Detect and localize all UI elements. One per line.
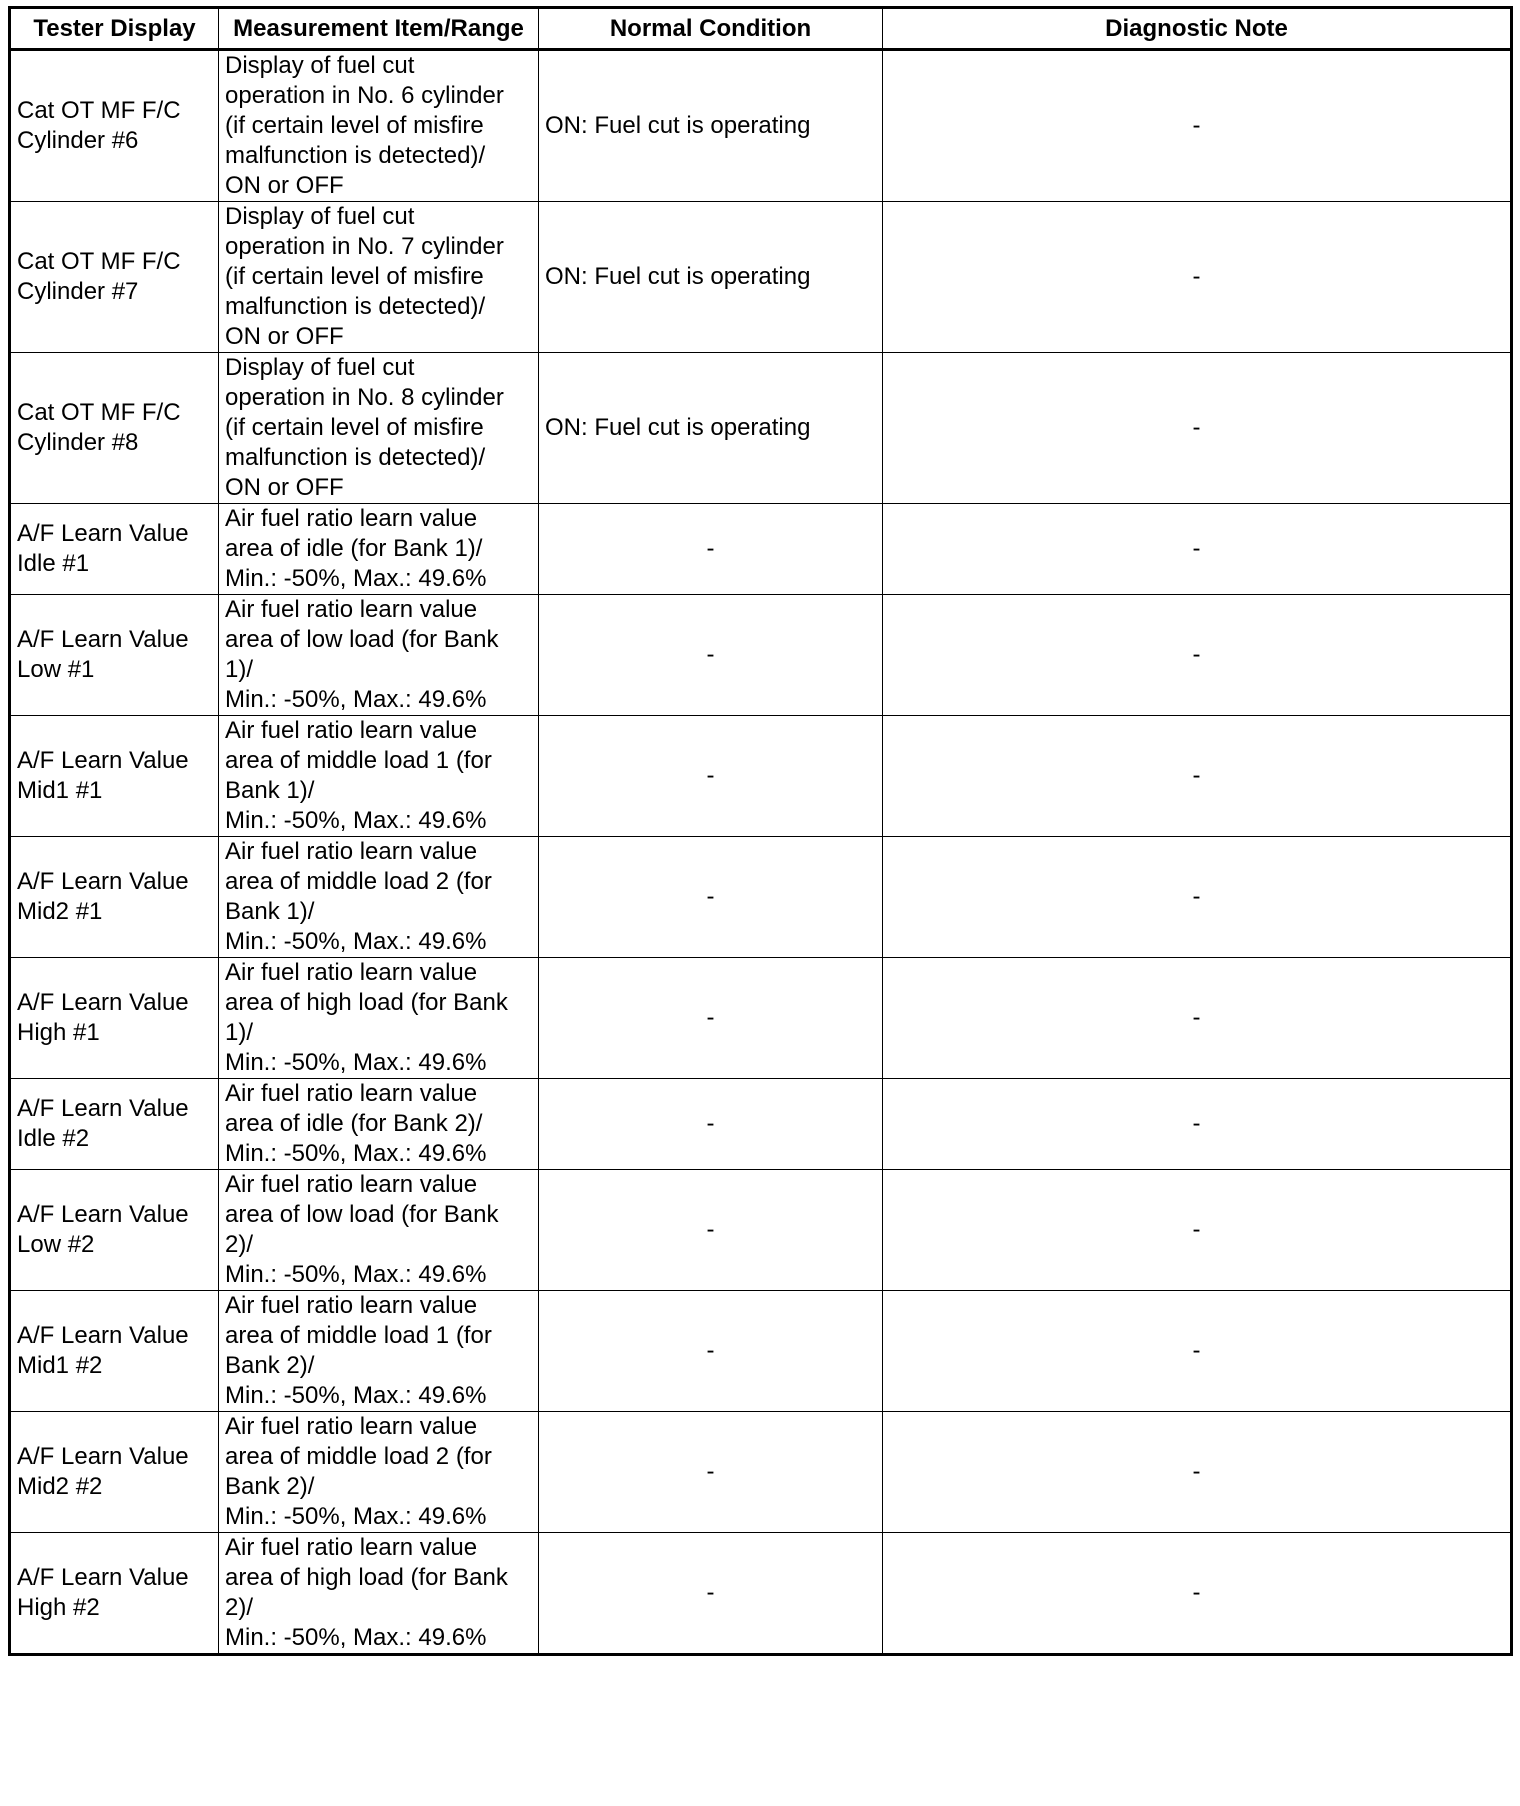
measurement-line: Bank 1)/ bbox=[225, 898, 315, 925]
measurement-line: ON or OFF bbox=[225, 323, 344, 350]
measurement-item-cell bbox=[219, 837, 539, 958]
table-row bbox=[10, 1170, 1512, 1291]
measurement-line: area of high load (for Bank bbox=[225, 989, 508, 1016]
measurement-item-cell bbox=[219, 504, 539, 595]
tester-display-line: A/F Learn Value bbox=[17, 1095, 189, 1122]
measurement-line: Air fuel ratio learn value bbox=[225, 596, 478, 623]
table-row bbox=[10, 353, 1512, 504]
measurement-line: Min.: -50%, Max.: 49.6% bbox=[225, 565, 487, 592]
measurement-line: operation in No. 6 cylinder bbox=[225, 82, 504, 109]
measurement-line: Min.: -50%, Max.: 49.6% bbox=[225, 1382, 487, 1409]
normal-condition-cell: - bbox=[539, 837, 883, 958]
tester-display-line: A/F Learn Value bbox=[17, 1564, 189, 1591]
measurement-line: Air fuel ratio learn value bbox=[225, 1292, 478, 1319]
normal-condition-cell: ON: Fuel cut is operating bbox=[539, 202, 883, 353]
tester-display-line: Cat OT MF F/C bbox=[17, 248, 181, 275]
normal-condition-cell: ON: Fuel cut is operating bbox=[539, 50, 883, 202]
tester-display-cell bbox=[10, 837, 219, 958]
measurement-item-cell bbox=[219, 1412, 539, 1533]
table-row bbox=[10, 1291, 1512, 1412]
tester-display-cell bbox=[10, 1291, 219, 1412]
measurement-line: 1)/ bbox=[225, 656, 254, 683]
measurement-line: operation in No. 7 cylinder bbox=[225, 233, 504, 260]
measurement-item-cell bbox=[219, 1079, 539, 1170]
measurement-line: area of middle load 2 (for bbox=[225, 868, 492, 895]
tester-display-line: A/F Learn Value bbox=[17, 747, 189, 774]
diagnostic-note-cell: - bbox=[883, 1412, 1512, 1533]
table-row bbox=[10, 202, 1512, 353]
table-row bbox=[10, 958, 1512, 1079]
tester-display-cell bbox=[10, 353, 219, 504]
normal-condition-cell: - bbox=[539, 716, 883, 837]
measurement-line: malfunction is detected)/ bbox=[225, 142, 486, 169]
measurement-line: Min.: -50%, Max.: 49.6% bbox=[225, 686, 487, 713]
tester-display-line: Mid2 #2 bbox=[17, 1473, 103, 1500]
tester-display-line: A/F Learn Value bbox=[17, 989, 189, 1016]
header-normal-condition: Normal Condition bbox=[539, 8, 883, 50]
tester-display-line: A/F Learn Value bbox=[17, 1201, 189, 1228]
measurement-line: Bank 2)/ bbox=[225, 1473, 315, 1500]
measurement-line: Bank 1)/ bbox=[225, 777, 315, 804]
table-row bbox=[10, 595, 1512, 716]
header-measurement-item-range: Measurement Item/Range bbox=[219, 8, 539, 50]
measurement-line: area of middle load 2 (for bbox=[225, 1443, 492, 1470]
measurement-line: area of middle load 1 (for bbox=[225, 1322, 492, 1349]
tester-display-line: Mid1 #1 bbox=[17, 777, 103, 804]
measurement-line: 2)/ bbox=[225, 1231, 254, 1258]
tester-display-line: A/F Learn Value bbox=[17, 1443, 189, 1470]
table-row bbox=[10, 716, 1512, 837]
measurement-item-cell bbox=[219, 595, 539, 716]
normal-condition-cell: - bbox=[539, 1412, 883, 1533]
measurement-line: Air fuel ratio learn value bbox=[225, 505, 478, 532]
table-row bbox=[10, 1412, 1512, 1533]
normal-condition-cell: - bbox=[539, 1533, 883, 1655]
measurement-line: area of idle (for Bank 2)/ bbox=[225, 1110, 483, 1137]
normal-condition-cell: - bbox=[539, 504, 883, 595]
measurement-line: Min.: -50%, Max.: 49.6% bbox=[225, 1624, 487, 1651]
measurement-item-cell bbox=[219, 716, 539, 837]
tester-display-line: A/F Learn Value bbox=[17, 868, 189, 895]
measurement-line: 2)/ bbox=[225, 1594, 254, 1621]
measurement-line: Air fuel ratio learn value bbox=[225, 1080, 478, 1107]
measurement-line: ON or OFF bbox=[225, 172, 344, 199]
diagnostic-note-cell: - bbox=[883, 1079, 1512, 1170]
measurement-line: Air fuel ratio learn value bbox=[225, 717, 478, 744]
tester-display-line: Cat OT MF F/C bbox=[17, 97, 181, 124]
tester-display-line: High #1 bbox=[17, 1019, 100, 1046]
measurement-item-cell bbox=[219, 353, 539, 504]
measurement-line: operation in No. 8 cylinder bbox=[225, 384, 504, 411]
tester-display-line: High #2 bbox=[17, 1594, 100, 1621]
tester-display-line: Idle #2 bbox=[17, 1125, 90, 1152]
tester-display-line: Cylinder #6 bbox=[17, 127, 139, 154]
tester-display-cell bbox=[10, 1170, 219, 1291]
table-body bbox=[10, 50, 1512, 1655]
measurement-line: malfunction is detected)/ bbox=[225, 444, 486, 471]
measurement-line: 1)/ bbox=[225, 1019, 254, 1046]
measurement-line: (if certain level of misfire bbox=[225, 112, 484, 139]
measurement-line: Air fuel ratio learn value bbox=[225, 1413, 478, 1440]
measurement-line: Air fuel ratio learn value bbox=[225, 838, 478, 865]
measurement-item-cell bbox=[219, 202, 539, 353]
normal-condition-cell: ON: Fuel cut is operating bbox=[539, 353, 883, 504]
measurement-line: Air fuel ratio learn value bbox=[225, 1534, 478, 1561]
diagnostic-note-cell: - bbox=[883, 353, 1512, 504]
measurement-line: ON or OFF bbox=[225, 474, 344, 501]
measurement-line: area of low load (for Bank bbox=[225, 1201, 499, 1228]
measurement-line: Display of fuel cut bbox=[225, 203, 415, 230]
tester-display-line: A/F Learn Value bbox=[17, 520, 189, 547]
measurement-line: Min.: -50%, Max.: 49.6% bbox=[225, 1140, 487, 1167]
normal-condition-cell: - bbox=[539, 1079, 883, 1170]
measurement-line: malfunction is detected)/ bbox=[225, 293, 486, 320]
normal-condition-cell: - bbox=[539, 1291, 883, 1412]
diagnostic-note-cell: - bbox=[883, 504, 1512, 595]
measurement-line: Air fuel ratio learn value bbox=[225, 1171, 478, 1198]
data-list-table bbox=[8, 6, 1513, 1656]
measurement-item-cell bbox=[219, 1170, 539, 1291]
table-row bbox=[10, 1533, 1512, 1655]
tester-display-line: A/F Learn Value bbox=[17, 1322, 189, 1349]
measurement-line: Min.: -50%, Max.: 49.6% bbox=[225, 1261, 487, 1288]
tester-display-line: A/F Learn Value bbox=[17, 626, 189, 653]
tester-display-cell bbox=[10, 716, 219, 837]
tester-display-cell bbox=[10, 958, 219, 1079]
measurement-line: Air fuel ratio learn value bbox=[225, 959, 478, 986]
tester-display-cell bbox=[10, 1412, 219, 1533]
normal-condition-cell: - bbox=[539, 958, 883, 1079]
diagnostic-note-cell: - bbox=[883, 50, 1512, 202]
table-row bbox=[10, 504, 1512, 595]
tester-display-line: Mid1 #2 bbox=[17, 1352, 103, 1379]
tester-display-line: Idle #1 bbox=[17, 550, 90, 577]
diagnostic-note-cell: - bbox=[883, 716, 1512, 837]
tester-display-cell bbox=[10, 1533, 219, 1655]
tester-display-cell bbox=[10, 595, 219, 716]
tester-display-cell bbox=[10, 50, 219, 202]
header-diagnostic-note: Diagnostic Note bbox=[883, 8, 1512, 50]
measurement-line: Display of fuel cut bbox=[225, 52, 415, 79]
diagnostic-note-cell: - bbox=[883, 1170, 1512, 1291]
table-row bbox=[10, 50, 1512, 202]
measurement-item-cell bbox=[219, 1533, 539, 1655]
normal-condition-cell: - bbox=[539, 595, 883, 716]
measurement-line: (if certain level of misfire bbox=[225, 414, 484, 441]
header-tester-display: Tester Display bbox=[10, 8, 219, 50]
tester-display-line: Cylinder #7 bbox=[17, 278, 139, 305]
table-row bbox=[10, 1079, 1512, 1170]
measurement-item-cell bbox=[219, 1291, 539, 1412]
measurement-line: area of low load (for Bank bbox=[225, 626, 499, 653]
diagnostic-note-cell: - bbox=[883, 202, 1512, 353]
diagnostic-note-cell: - bbox=[883, 595, 1512, 716]
measurement-line: area of idle (for Bank 1)/ bbox=[225, 535, 483, 562]
measurement-item-cell bbox=[219, 958, 539, 1079]
diagnostic-note-cell: - bbox=[883, 837, 1512, 958]
tester-display-cell bbox=[10, 1079, 219, 1170]
measurement-line: area of high load (for Bank bbox=[225, 1564, 508, 1591]
measurement-item-cell bbox=[219, 50, 539, 202]
tester-display-line: Cylinder #8 bbox=[17, 429, 139, 456]
tester-display-line: Mid2 #1 bbox=[17, 898, 103, 925]
measurement-line: Min.: -50%, Max.: 49.6% bbox=[225, 1049, 487, 1076]
diagnostic-note-cell: - bbox=[883, 1533, 1512, 1655]
measurement-line: Min.: -50%, Max.: 49.6% bbox=[225, 1503, 487, 1530]
measurement-line: area of middle load 1 (for bbox=[225, 747, 492, 774]
measurement-line: Min.: -50%, Max.: 49.6% bbox=[225, 928, 487, 955]
table-header-row bbox=[10, 8, 1512, 50]
tester-display-line: Low #1 bbox=[17, 656, 95, 683]
diagnostic-note-cell: - bbox=[883, 1291, 1512, 1412]
measurement-line: Min.: -50%, Max.: 49.6% bbox=[225, 807, 487, 834]
measurement-line: Display of fuel cut bbox=[225, 354, 415, 381]
tester-display-cell bbox=[10, 202, 219, 353]
table-row bbox=[10, 837, 1512, 958]
tester-display-line: Cat OT MF F/C bbox=[17, 399, 181, 426]
diagnostic-note-cell: - bbox=[883, 958, 1512, 1079]
normal-condition-cell: - bbox=[539, 1170, 883, 1291]
measurement-line: Bank 2)/ bbox=[225, 1352, 315, 1379]
measurement-line: (if certain level of misfire bbox=[225, 263, 484, 290]
tester-display-cell bbox=[10, 504, 219, 595]
tester-display-line: Low #2 bbox=[17, 1231, 95, 1258]
